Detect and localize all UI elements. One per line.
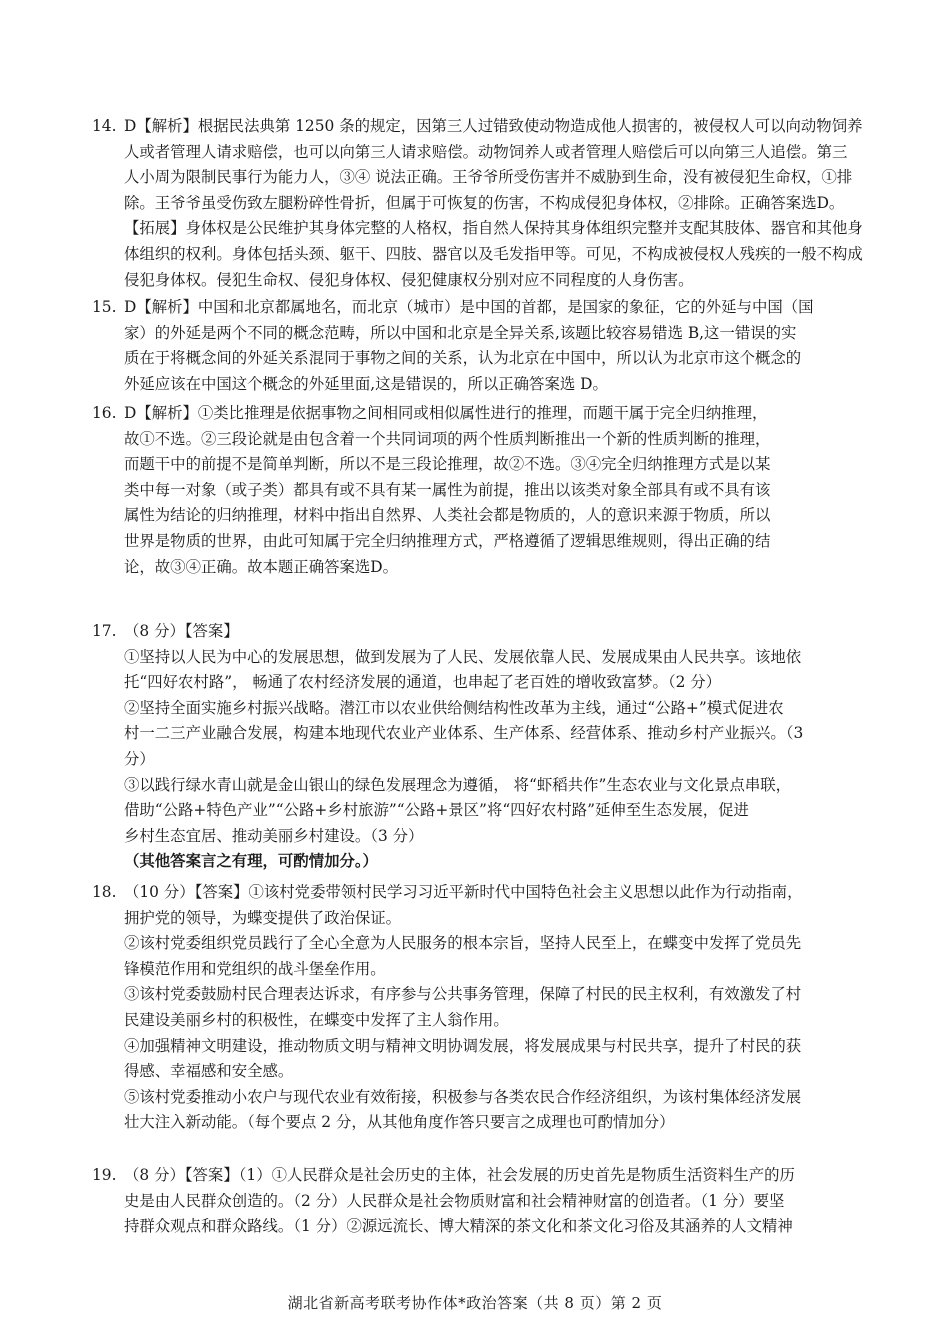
- text-line: ③以践行绿水青山就是金山银山的绿色发展理念为遵循， 将“虾稻共作”生态农业与文化景点串联，: [124, 775, 792, 794]
- text-line: 属性为结论的归纳推理，材料中指出自然界、人类社会都是物质的，人的意识来源于物质，所以: [124, 506, 771, 525]
- text-line: ①坚持以人民为中心的发展思想，做到发展为了人民、发展依靠人民、发展成果由人民共享。该地依: [124, 647, 802, 666]
- text-line: ④加强精神文明建设，推动物质文明与精神文明协调发展，将发展成果与村民共享，提升了村民的获: [124, 1036, 802, 1055]
- answer-item-15: [92, 295, 862, 397]
- scoring-note: （其他答案言之有理，可酌情加分。）: [124, 852, 378, 871]
- answer-item-17: [92, 619, 862, 875]
- answer-item-19: [92, 1163, 862, 1240]
- text-line: ②坚持全面实施乡村振兴战略。潜江市以农业供给侧结构性改革为主线，通过“公路+”模式促进农: [124, 698, 784, 717]
- text-line: 体组织的权利。身体包括头颈、躯干、四肢、器官以及毛发指甲等。可见，不构成被侵权人残疾的一般不构成: [124, 244, 863, 263]
- text-line: 世界是物质的世界，由此可知属于完全归纳推理方式，严格遵循了逻辑思维规则，得出正确的结: [124, 531, 771, 550]
- text-line: 论，故③④正确。故本题正确答案选D。: [124, 557, 398, 576]
- text-line: ②该村党委组织党员践行了全心全意为人民服务的根本宗旨，坚持人民至上，在蝶变中发挥了党员先: [124, 934, 802, 953]
- item-number: 15.: [92, 298, 117, 316]
- item-number: 18.: [92, 883, 117, 901]
- text-line: 除。王爷爷虽受伤致左腿粉碎性骨折，但属于可恢复的伤害，不构成侵犯身体权，②排除。正确答案选D。: [124, 193, 845, 212]
- text-line: 托“四好农村路”， 畅通了农村经济发展的通道，也串起了老百姓的增收致富梦。（2 分）: [124, 673, 722, 692]
- text-line: 类中每一对象（或子类）都具有或不具有某一属性为前提，推出以该类对象全部具有或不具有该: [124, 480, 771, 499]
- text-line: 民建设美丽乡村的积极性，在蝶变中发挥了主人翁作用。: [124, 1010, 509, 1029]
- text-line: （8 分）【答案】（1）①人民群众是社会历史的主体，社会发展的历史首先是物质生活资料生产的历: [124, 1166, 795, 1184]
- text-line: ⑤该村党委推动小农户与现代农业有效衔接，积极参与各类农民合作经济组织，为该村集体经济发展: [124, 1087, 802, 1106]
- text-line: 质在于将概念间的外延关系混同于事物之间的关系，认为北京在中国中，所以认为北京市这个概念的: [124, 349, 802, 368]
- text-line: （8 分）【答案】: [124, 622, 239, 640]
- item-number: 16.: [92, 404, 117, 422]
- text-line: 而题干中的前提不是简单判断，所以不是三段论推理，故②不选。③④完全归纳推理方式是以某: [124, 455, 771, 474]
- text-line: （10 分）【答案】①该村党委带领村民学习习近平新时代中国特色社会主义思想以此作为行动指南，: [124, 883, 803, 901]
- text-line: 故①不选。②三段论就是由包含着一个共同词项的两个性质判断推出一个新的性质判断的推理，: [124, 429, 771, 448]
- text-line: 乡村生态宜居、推动美丽乡村建设。（3 分）: [124, 826, 424, 845]
- text-line: 锋模范作用和党组织的战斗堡垒作用。: [124, 959, 386, 978]
- text-line: 借助“公路+特色产业”“公路+乡村旅游”“公路+景区”将“四好农村路”延伸至生态发展，促进: [124, 801, 749, 820]
- item-number: 17.: [92, 622, 117, 640]
- text-line: 持群众观点和群众路线。（1 分）②源远流长、博大精深的茶文化和茶文化习俗及其涵养的人文精神: [124, 1217, 793, 1236]
- text-line: 壮大注入新动能。（每个要点 2 分，从其他角度作答只要言之成理也可酌情加分）: [124, 1113, 675, 1132]
- text-line: 人或者管理人请求赔偿，也可以向第三人请求赔偿。动物饲养人或者管理人赔偿后可以向第三人追偿。第三: [124, 142, 848, 161]
- text-line: 拥护党的领导，为蝶变提供了政治保证。: [124, 908, 402, 927]
- text-line: D【解析】中国和北京都属地名，而北京（城市）是中国的首都，是国家的象征，它的外延与中国（国: [124, 298, 814, 316]
- text-line: 侵犯身体权。侵犯生命权、侵犯身体权、侵犯健康权分别对应不同程度的人身伤害。: [124, 270, 694, 289]
- text-line: 【拓展】身体权是公民维护其身体完整的人格权，指自然人保持其身体组织完整并支配其肢体、器官和其他身: [124, 219, 863, 238]
- text-line: 人小周为限制民事行为能力人，③④ 说法正确。王爷爷所受伤害并不威胁到生命，没有被侵犯生命权，①排: [124, 168, 853, 187]
- answer-item-18: [92, 880, 862, 1136]
- item-number: 14.: [92, 117, 117, 135]
- item-number: 19.: [92, 1166, 117, 1184]
- text-line: 村一二三产业融合发展，构建本地现代农业产业体系、生产体系、经营体系、推动乡村产业振兴。（3: [124, 724, 804, 743]
- text-line: 分）: [124, 749, 155, 768]
- answer-item-14: [92, 114, 862, 293]
- text-line: 得感、幸福感和安全感。: [124, 1062, 294, 1081]
- text-line: D【解析】根据民法典第 1250 条的规定，因第三人过错致使动物造成他人损害的，被侵权人可以向动物饲养: [124, 117, 863, 135]
- text-line: 家）的外延是两个不同的概念范畴，所以中国和北京是全异关系,该题比较容易错选 B,这一错误的实: [124, 323, 797, 342]
- page-footer: 湖北省新高考联考协作体*政治答案（共 8 页）第 2 页: [287, 1294, 663, 1312]
- text-line: ③该村党委鼓励村民合理表达诉求，有序参与公共事务管理，保障了村民的民主权利，有效激发了村: [124, 985, 802, 1004]
- answer-item-16: [92, 401, 862, 580]
- text-line: 史是由人民群众创造的。（2 分）人民群众是社会物质财富和社会精神财富的创造者。（1 分）要坚: [124, 1191, 785, 1210]
- text-line: 外延应该在中国这个概念的外延里面,这是错误的，所以正确答案选 D。: [124, 374, 608, 393]
- text-line: D【解析】①类比推理是依据事物之间相同或相似属性进行的推理，而题干属于完全归纳推理，: [124, 404, 768, 422]
